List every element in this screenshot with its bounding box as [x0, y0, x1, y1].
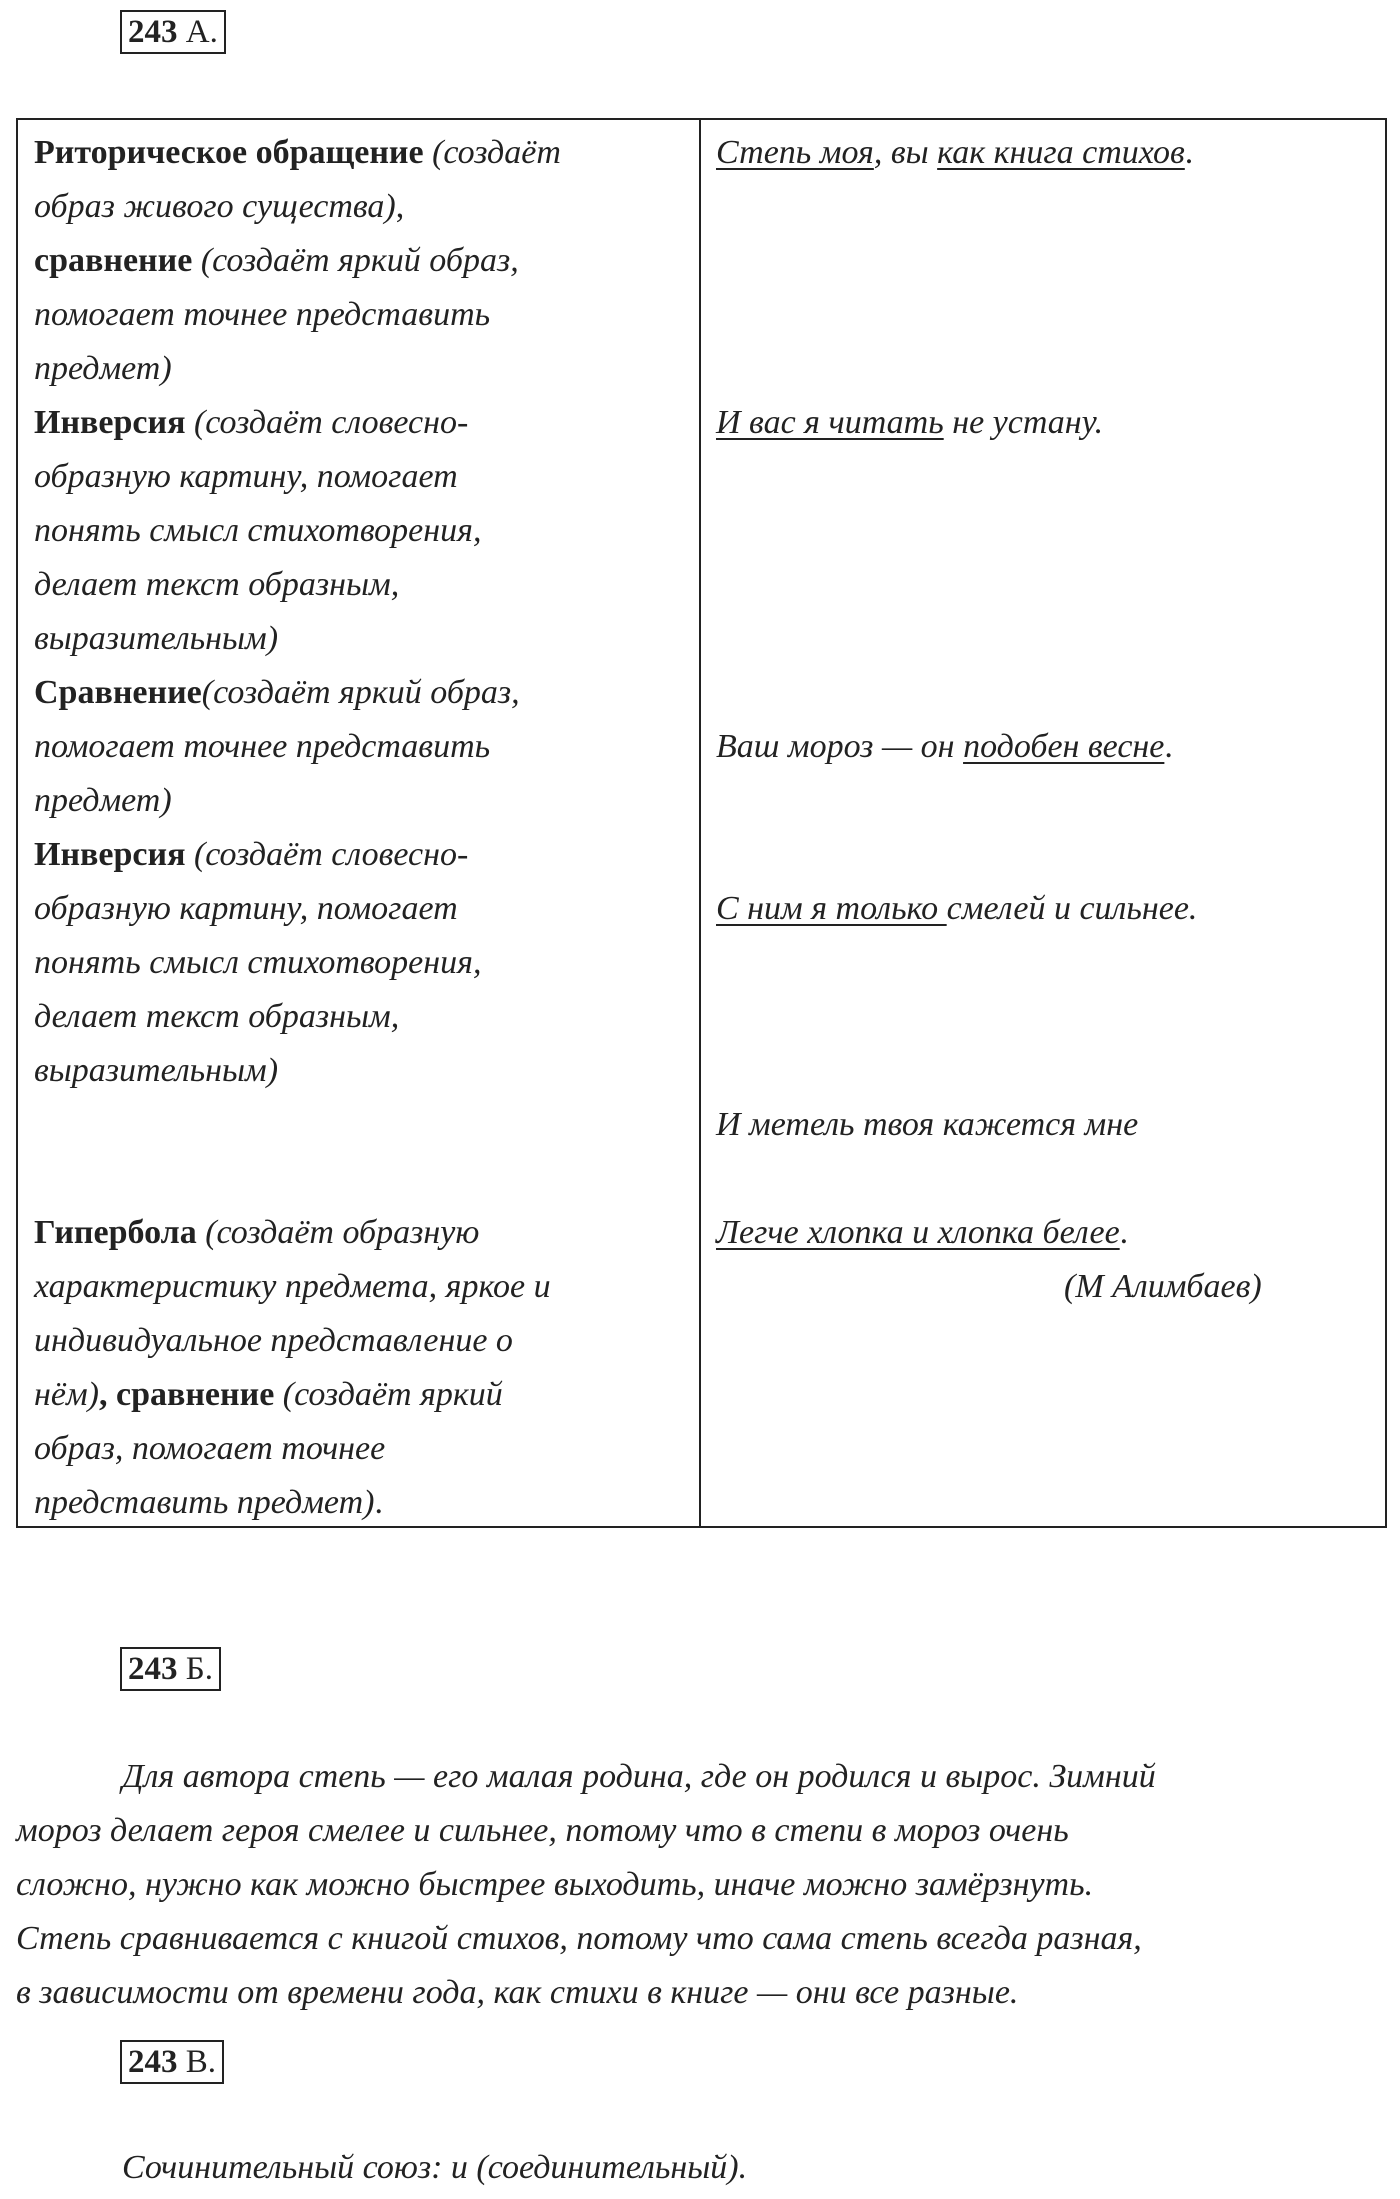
poem-author: (М Алимбаев)	[1064, 1268, 1262, 1305]
poem-line: И вас я читать не устану.	[716, 404, 1104, 441]
left-line: предмет)	[34, 350, 172, 387]
task-letter: В.	[185, 2044, 217, 2080]
poem-column	[700, 119, 1386, 1527]
answer-v-line: Сочинительный союз: и (соединительный).	[122, 2149, 748, 2186]
poem-line: С ним я только смелей и сильнее.	[716, 890, 1198, 927]
left-line: образ живого существа),	[34, 188, 405, 225]
devices-column	[17, 119, 700, 1527]
left-line: выразительным)	[34, 1052, 279, 1089]
left-line: понять смысл стихотворения,	[34, 512, 482, 549]
left-line: понять смысл стихотворения,	[34, 944, 482, 981]
answer-b-line: Для автора степь — его малая родина, где он родился и вырос. Зимний	[122, 1758, 1156, 1795]
poem-line: Степь моя, вы как книга стихов.	[716, 134, 1194, 171]
left-line: Гипербола (создаёт образную	[34, 1214, 480, 1251]
left-line: помогает точнее представить	[34, 728, 491, 765]
answer-b-line: в зависимости от времени года, как стихи в книге — они все разные.	[16, 1974, 1019, 2011]
answer-b-line: сложно, нужно как можно быстрее выходить, иначе можно замёрзнуть.	[16, 1866, 1094, 1903]
left-line: индивидуальное представление о	[34, 1322, 513, 1359]
left-line: представить предмет).	[34, 1484, 383, 1521]
poem-line: И метель твоя кажется мне	[716, 1106, 1139, 1143]
left-line: выразительным)	[34, 620, 279, 657]
left-line: образную картину, помогает	[34, 890, 458, 927]
left-line: нём), сравнение (создаёт яркий	[34, 1376, 503, 1413]
left-line: образную картину, помогает	[34, 458, 458, 495]
left-line: образ, помогает точнее	[34, 1430, 386, 1467]
answer-b-line: Степь сравнивается с книгой стихов, потому что сама степь всегда разная,	[16, 1920, 1142, 1957]
task-number: 243	[128, 14, 178, 50]
task-number: 243	[128, 1651, 178, 1687]
left-line: Риторическое обращение (создаёт	[34, 134, 561, 171]
task-label-243b	[120, 1647, 221, 1691]
answer-b-line: мороз делает героя смелее и сильнее, потому что в степи в мороз очень	[16, 1812, 1069, 1849]
left-line: помогает точнее представить	[34, 296, 491, 333]
task-letter: А.	[185, 14, 218, 50]
left-line: делает текст образным,	[34, 998, 400, 1035]
left-line: Инверсия (создаёт словесно-	[34, 836, 469, 873]
analysis-table	[16, 118, 1387, 1528]
poem-line: Легче хлопка и хлопка белее.	[716, 1214, 1129, 1251]
task-number: 243	[128, 2044, 178, 2080]
poem-line: Ваш мороз — он подобен весне.	[716, 728, 1173, 765]
left-line: характеристику предмета, яркое и	[34, 1268, 551, 1305]
left-line: делает текст образным,	[34, 566, 400, 603]
task-letter: Б.	[185, 1651, 213, 1687]
left-line: Сравнение(создаёт яркий образ,	[34, 674, 520, 711]
task-label-243v	[120, 2040, 224, 2084]
left-line: Инверсия (создаёт словесно-	[34, 404, 469, 441]
left-line: сравнение (создаёт яркий образ,	[34, 242, 519, 279]
task-label-243a	[120, 10, 226, 54]
left-line: предмет)	[34, 782, 172, 819]
